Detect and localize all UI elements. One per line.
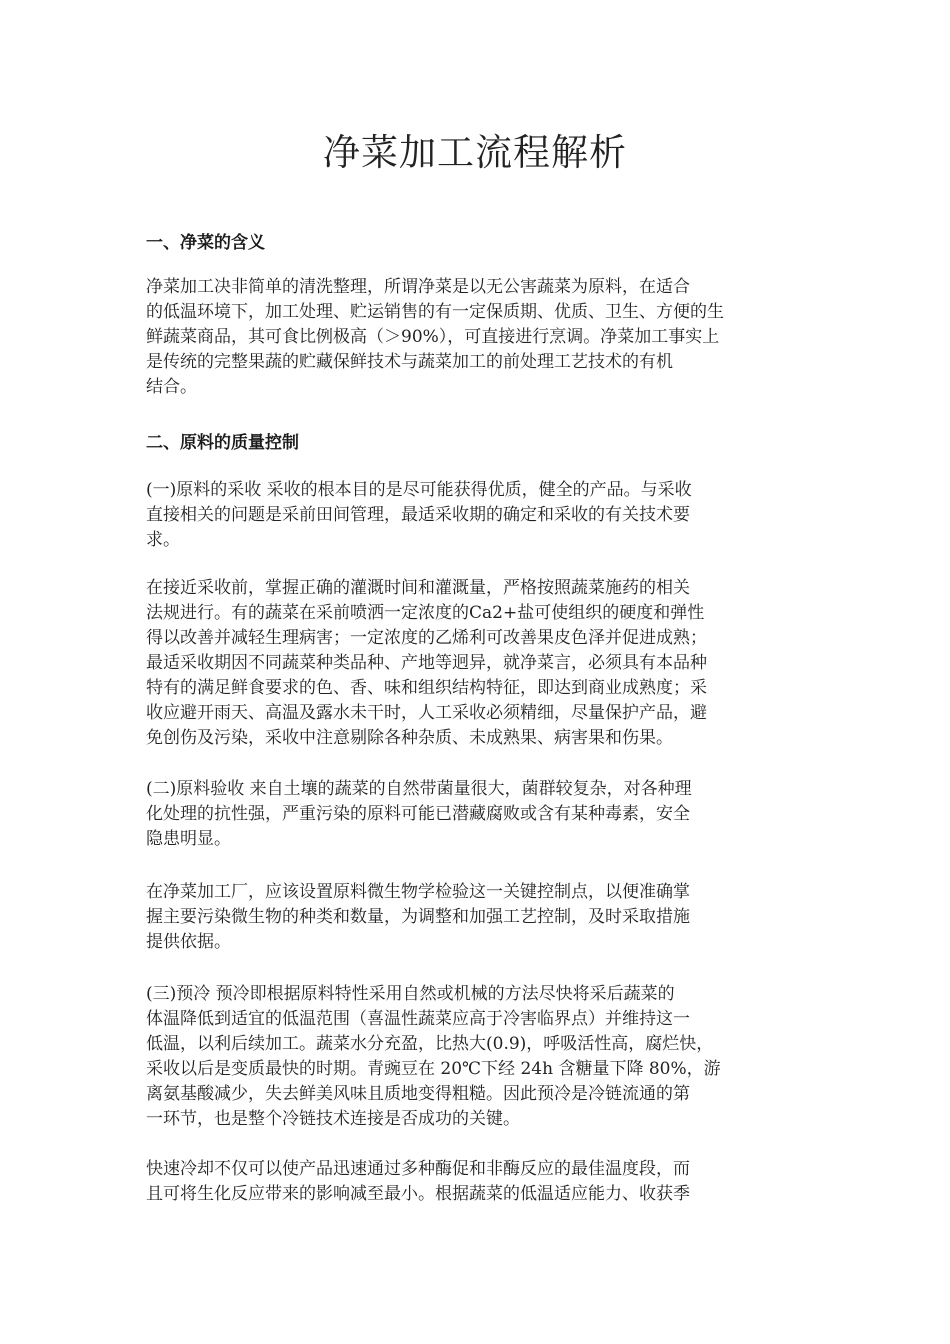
paragraph-precooling: (三)预冷 预冷即根据原料特性采用自然或机械的方法尽快将采后蔬菜的 体温降低到适宜的低温范围（喜温性蔬菜应高于冷害临界点）并维持这一 低温，以利后续加工。蔬菜水分充盈，比热大(0.9)，呼吸活性高，腐烂快， 采收以后是变质最快的时期。青豌豆在 20℃下经 24h 含糖量下降 80%，游 离氨基酸减少，失去鲜美风味且质地变得粗糙。因此预冷是冷链流通的第 一环节，也是整个冷链技术连接是否成功的关键。 [146,984,721,1129]
paragraph-meaning: 净菜加工决非简单的清洗整理，所谓净菜是以无公害蔬菜为原料，在适合 的低温环境下，加工处理、贮运销售的有一定保质期、优质、卫生、方便的生 鲜蔬菜商品，其可食比例极高（＞90%），可直接进行烹调。净菜加工事实上 是传统的完整果蔬的贮藏保鲜技术与蔬菜加工的前处理工艺技术的有机 结合。 [146,277,724,397]
paragraph-pre-harvest: 在接近采收前，掌握正确的灌溉时间和灌溉量，严格按照蔬菜施药的相关 法规进行。有的蔬菜在采前喷洒一定浓度的Ca2+盐可使组织的硬度和弹性 得以改善并减轻生理病害；一定浓度的乙烯利可改善果皮色泽并促进成熟； 最适采收期因不同蔬菜种类品种、产地等迥异，就净菜言，必须具有本品种 特有的满足鲜食要求的色、香、味和组织结构特征，即达到商业成熟度；采 收应避开雨天、高温及露水未干时，人工采收必须精细，尽量保护产品，避 免创伤及污染，采收中注意剔除各种杂质、未成熟果、病害果和伤果。 [146,578,707,748]
paragraph-acceptance: (二)原料验收 来自土壤的蔬菜的自然带菌量很大，菌群较复杂，对各种理 化处理的抗性强，严重污染的原料可能已潜藏腐败或含有某种毒素，安全 隐患明显。 [146,779,692,849]
paragraph-microbiology: 在净菜加工厂，应该设置原料微生物学检验这一关键控制点，以便准确掌 握主要污染微生物的种类和数量，为调整和加强工艺控制，及时采取措施 提供依据。 [146,882,690,952]
section-heading-meaning: 一、净菜的含义 [146,233,265,253]
paragraph-rapid-cooling: 快速冷却不仅可以使产品迅速通过多种酶促和非酶反应的最佳温度段，而 且可将生化反应带来的影响减至最小。根据蔬菜的低温适应能力、收获季 [146,1159,690,1204]
page-title: 净菜加工流程解析 [323,131,627,174]
section-heading-quality-control: 二、原料的质量控制 [146,433,299,453]
paragraph-harvest: (一)原料的采收 采收的根本目的是尽可能获得优质，健全的产品。与采收 直接相关的问题是采前田间管理，最适采收期的确定和采收的有关技术要 求。 [146,480,692,550]
